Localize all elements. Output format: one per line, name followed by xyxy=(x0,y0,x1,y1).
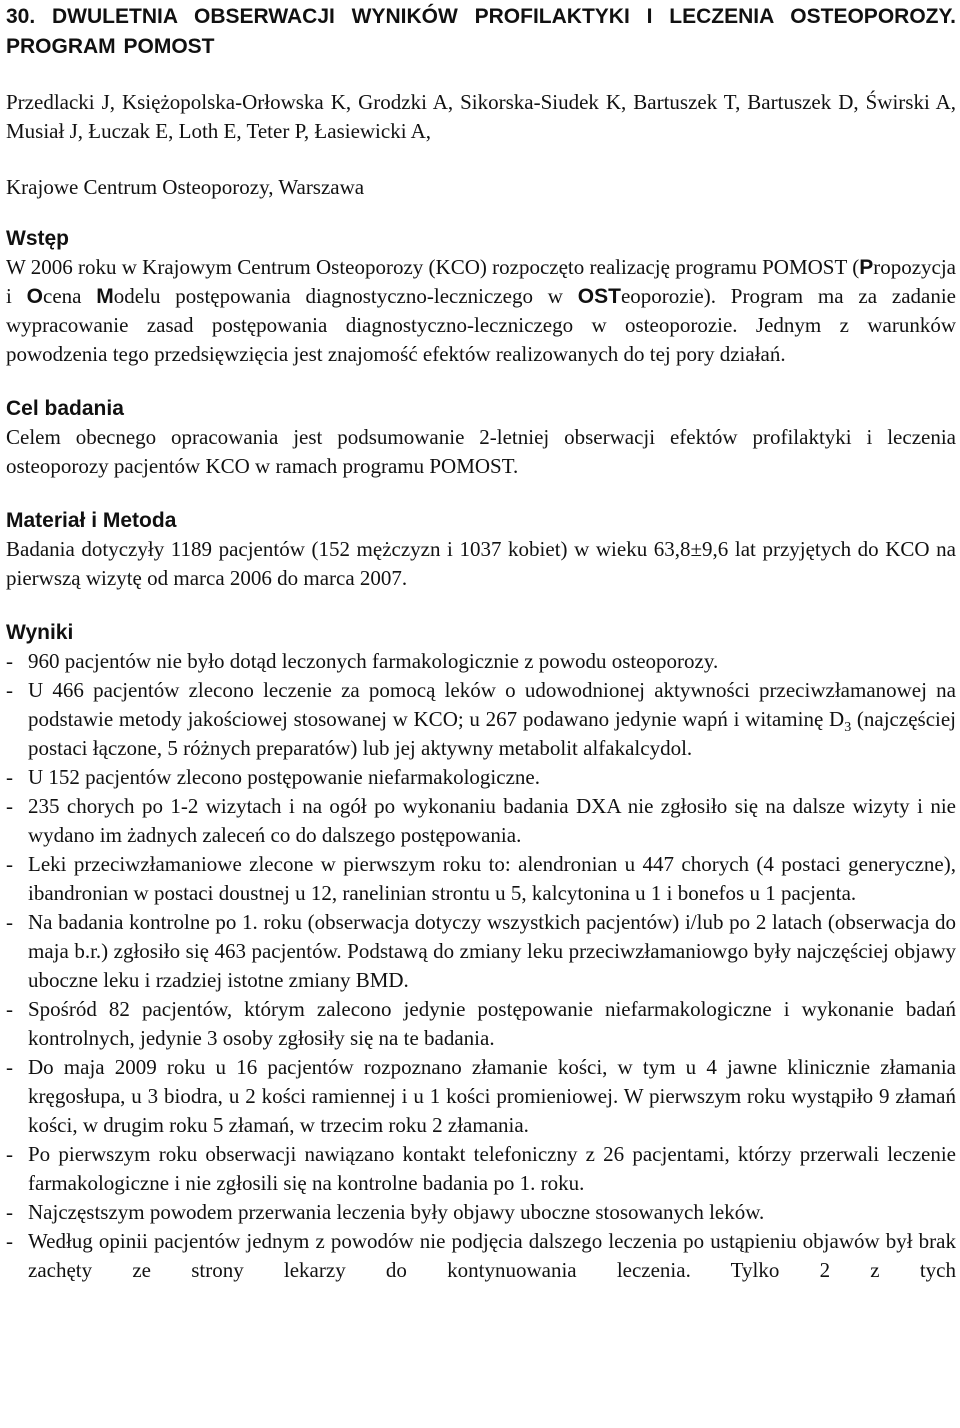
intro-text-2: ropozycja i xyxy=(6,255,956,308)
intro-text-4: odelu postępowania diagnostyczno-leczniczego w xyxy=(113,284,578,308)
section-heading-method: Materiał i Metoda xyxy=(6,509,177,532)
result-item: - Spośród 82 pacjentów, którym zalecono jedynie postępowanie niefarmakologiczne i wykonanie badań kontrolnych, jedynie 3 osoby zgłosiły się na te badania. xyxy=(6,995,956,1053)
result-item: - Leki przeciwzłamaniowe zlecone w pierwszym roku to: alendronian u 447 chorych (4 postaci generyczne), ibandronian w postaci doustnej u 12, ranelinian strontu u 5, kalcytonina u 1 i bonefos u 1 pacjenta. xyxy=(6,850,956,908)
section-heading-intro: Wstęp xyxy=(6,227,69,250)
intro-text-3: cena xyxy=(43,284,97,308)
document-page xyxy=(6,2,956,1285)
acronym-letter-p: P xyxy=(859,256,874,279)
result-item: - Po pierwszym roku obserwacji nawiązano kontakt telefoniczny z 26 pacjentami, którzy przerwali leczenie farmakologiczne i nie zgłosili się na kontrolne badania po 1. roku. xyxy=(6,1140,956,1198)
result-item-text: U 466 pacjentów zlecono leczenie za pomocą leków o udowodnionej aktywności przeciwzłamanowej na podstawie metody jakościowej stosowanej w KCO; u 267 podawano jedynie wapń i witaminę D xyxy=(28,678,956,731)
result-item xyxy=(6,676,956,763)
acronym-letter-o: O xyxy=(26,285,43,308)
result-item: - Najczęstszym powodem przerwania leczenia były objawy uboczne stosowanych leków. xyxy=(6,1198,956,1227)
method-paragraph: Badania dotyczyły 1189 pacjentów (152 mężczyzn i 1037 kobiet) w wieku 63,8±9,6 lat przyjętych do KCO na pierwszą wizytę od marca 2006 do marca 2007. xyxy=(6,537,956,590)
intro-text-5: eoporozie). Program ma za zadanie wypracowanie zasad postępowania diagnostyczno-leczniczego w osteoporozie. Jednym z warunków powodzenia tego przedsięwzięcia jest znajomość efektów realizowanych do tej pory działań. xyxy=(6,284,956,366)
acronym-letters-ost: OST xyxy=(577,285,621,308)
result-item-tail: (najczęściej postaci łączone, 5 różnych preparatów) lub jej aktywny metabolit alfakalcydol. xyxy=(28,707,956,760)
intro-text-1: W 2006 roku w Krajowym Centrum Osteoporozy (KCO) rozpoczęto realizację programu POMOST ( xyxy=(6,255,860,279)
result-item: - Na badania kontrolne po 1. roku (obserwacja dotyczy wszystkich pacjentów) i/lub po 2 latach (obserwacja do maja b.r.) zgłosiło się 463 pacjentów. Podstawą do zmiany leku przeciwzłamaniowgo były najczęściej objawy uboczne leku i rzadziej istotne zmiany BMD. xyxy=(6,908,956,995)
abstract-title: 30. DWULETNIA OBSERWACJI WYNIKÓW PROFILAKTYKI I LECZENIA OSTEOPOROZY. PROGRAM POMOST xyxy=(6,5,956,58)
affiliation: Krajowe Centrum Osteoporozy, Warszawa xyxy=(6,175,365,199)
result-item: - 235 chorych po 1-2 wizytach i na ogół po wykonaniu badania DXA nie zgłosiło się na dalsze wizyty i nie wydano im żadnych zaleceń co do dalszego postępowania. xyxy=(6,792,956,850)
aim-paragraph: Celem obecnego opracowania jest podsumowanie 2-letniej obserwacji efektów profilaktyki i leczenia osteoporozy pacjentów KCO w ramach programu POMOST. xyxy=(6,425,956,478)
result-item: - Według opinii pacjentów jednym z powodów nie podjęcia dalszego leczenia po ustąpieniu objawów był brak zachęty ze strony lekarzy do kontynuowania leczenia. Tylko 2 z tych xyxy=(6,1227,956,1285)
results-list xyxy=(6,647,956,1285)
result-item: - 960 pacjentów nie było dotąd leczonych farmakologicznie z powodu osteoporozy. xyxy=(6,647,956,676)
author-list: Przedlacki J, Księżopolska-Orłowska K, Grodzki A, Sikorska-Siudek K, Bartuszek T, Bartuszek D, Świrski A, Musiał J, Łuczak E, Loth E, Teter P, Łasiewicki A, xyxy=(6,90,956,143)
result-item: - Do maja 2009 roku u 16 pacjentów rozpoznano złamanie kości, w tym u 4 jawne klinicznie złamania kręgosłupa, u 3 biodra, u 2 kości ramiennej i u 1 kości promieniowej. W pierwszym roku wystąpiło 9 złamań kości, w drugim roku 5 złamań, w trzecim roku 2 złamania. xyxy=(6,1053,956,1140)
acronym-letter-m: M xyxy=(96,285,114,308)
result-item: - U 152 pacjentów zlecono postępowanie niefarmakologiczne. xyxy=(6,763,956,792)
section-heading-results: Wyniki xyxy=(6,621,74,644)
subscript-3: 3 xyxy=(844,720,852,736)
intro-paragraph xyxy=(6,253,956,369)
section-heading-aim: Cel badania xyxy=(6,397,124,420)
